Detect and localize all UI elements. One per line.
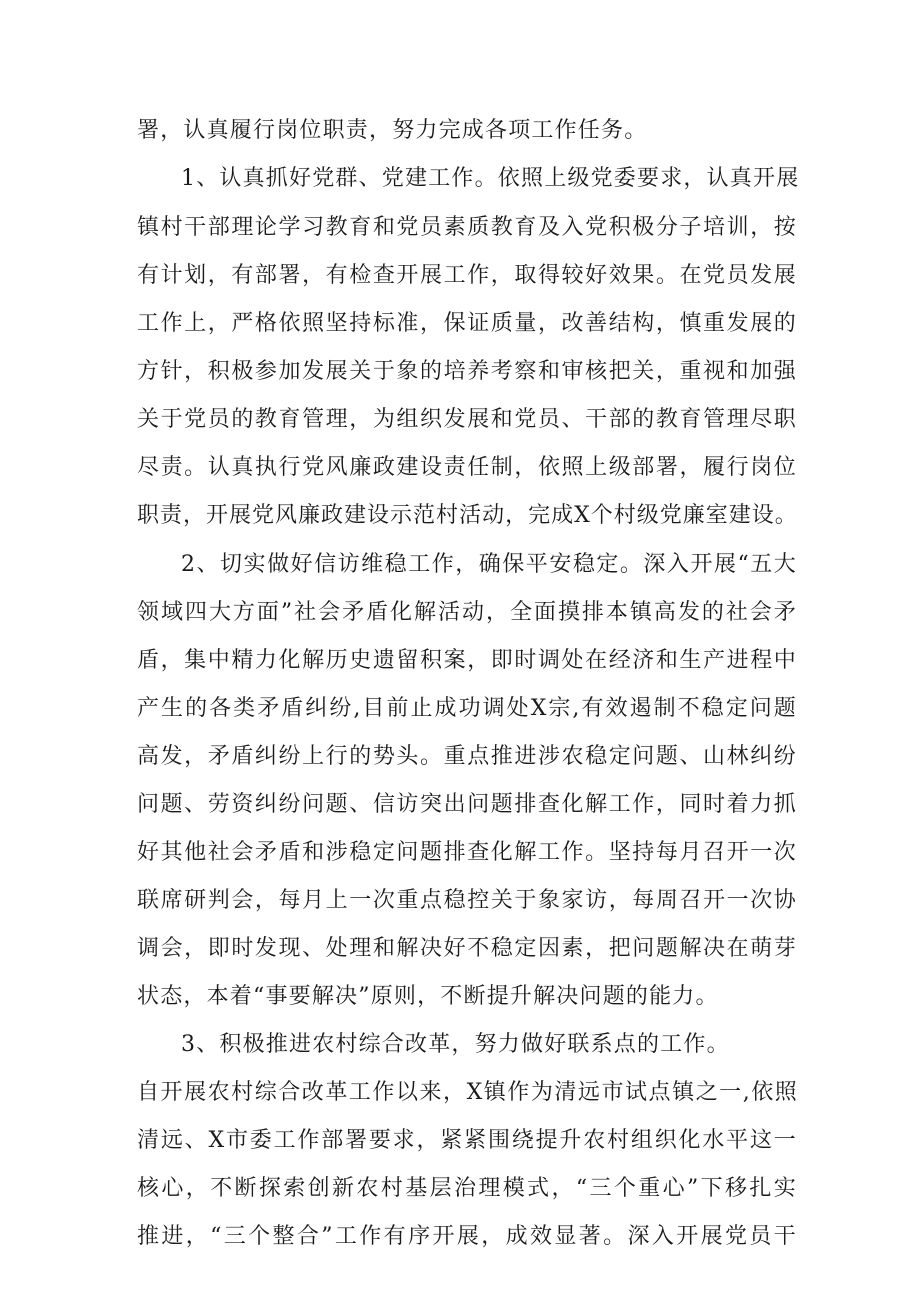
section-2-body-line: 产生的各类矛盾纠纷,目前止成功调处X宗,有效遏制不稳定问题: [137, 696, 797, 721]
section-2-body-line: 问题、劳资纠纷问题、信访突出问题排查化解工作，同时着力抓: [137, 792, 797, 817]
section-1-body-line: 有计划，有部署，有检查开展工作，取得较好效果。在党员发展: [137, 263, 797, 288]
section-2-heading-line: 2、切实做好信访维稳工作，确保平安稳定。深入开展“五大: [181, 552, 797, 577]
section-3-body-line: 自开展农村综合改革工作以来，X镇作为清远市试点镇之一,依照: [137, 1080, 797, 1105]
section-3-body-line: 核心，不断探索创新农村基层治理模式，“三个重心”下移扎实: [137, 1176, 797, 1201]
section-3-heading-line: 3、积极推进农村综合改革，努力做好联系点的工作。: [181, 1032, 730, 1057]
section-1-body-line: 职责，开展党风廉政建设示范村活动，完成X个村级党廉室建设。: [137, 503, 797, 528]
section-1-body-line: 镇村干部理论学习教育和党员素质教育及入党积极分子培训，按: [137, 215, 797, 240]
section-2-body-line: 联席研判会，每月上一次重点稳控关于象家访，每周召开一次协: [137, 888, 797, 913]
section-2-body-line: 盾，集中精力化解历史遗留积案，即时调处在经济和生产进程中: [137, 648, 797, 673]
section-3-body-line: 清远、X市委工作部署要求，紧紧围绕提升农村组织化水平这一: [137, 1128, 797, 1153]
section-1-body-line: 关于党员的教育管理，为组织发展和党员、干部的教育管理尽职: [137, 407, 797, 432]
section-2-body-line: 调会，即时发现、处理和解决好不稳定因素，把问题解决在萌芽: [137, 936, 797, 961]
section-1-body-line: 尽责。认真执行党风廉政建设责任制，依照上级部署，履行岗位: [137, 455, 797, 480]
section-2-body-line: 领域四大方面”社会矛盾化解活动，全面摸排本镇高发的社会矛: [137, 600, 797, 625]
section-2-body-line: 高发，矛盾纠纷上行的势头。重点推进涉农稳定问题、山林纠纷: [137, 744, 797, 769]
section-1-heading-line: 1、认真抓好党群、党建工作。依照上级党委要求，认真开展: [181, 166, 800, 191]
section-2-body-line: 状态，本着“事要解决”原则，不断提升解决问题的能力。: [137, 984, 719, 1009]
section-2-body-line: 好其他社会矛盾和涉稳定问题排查化解工作。坚持每月召开一次: [137, 840, 797, 865]
section-1-body-line: 工作上，严格依照坚持标准，保证质量，改善结构，慎重发展的: [137, 311, 797, 336]
section-1-body-line: 方针，积极参加发展关于象的培养考察和审核把关，重视和加强: [137, 359, 797, 384]
paragraph-continuation-line: 署，认真履行岗位职责，努力完成各项工作任务。: [137, 118, 648, 143]
section-3-body-line: 推进，“三个整合”工作有序开展，成效显著。深入开展党员干: [137, 1224, 797, 1249]
